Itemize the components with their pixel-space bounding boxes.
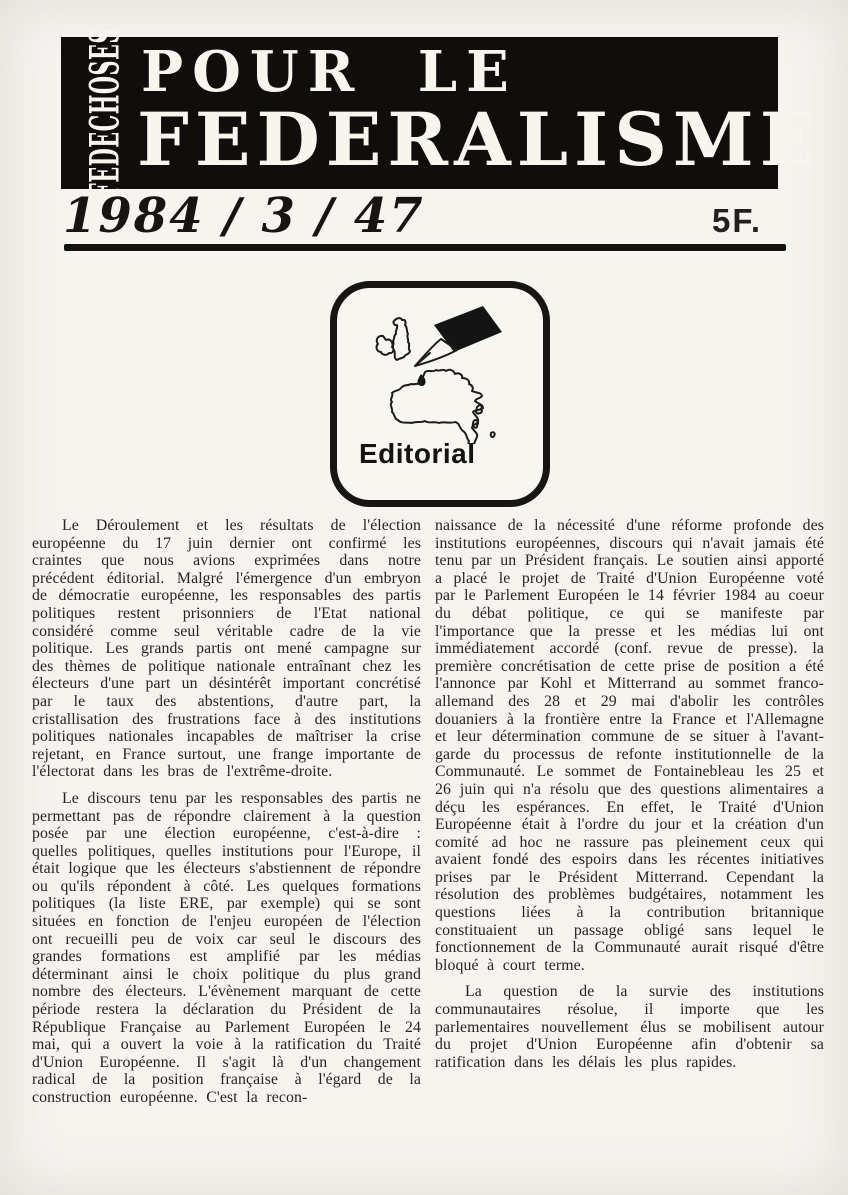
masthead-title-line2: FEDERALISME bbox=[137, 97, 822, 183]
editorial-label: Editorial bbox=[359, 438, 476, 469]
divider-rule bbox=[64, 244, 786, 251]
left-column bbox=[32, 517, 421, 1116]
paragraph: Le discours tenu par les responsables des partis ne permettant pas de répondre clairement à la question posée par une élection européenne, c'est-à-dire : quelles politiques, quelles institutions pour l'Europe, il était logique que les électeurs s'abstiennent de répondre ou qu'ils répondent à côté. Les quelques formations politiques (la liste ERE, par exemple) qui se sont situées en fonction de l'enjeu européen de l'élection ont recueilli peu de voix car seul le discours des grandes formations est amplifié par les médias déterminant ainsi le choix politique du plus grand nombre des électeurs. L'évènement marquant de cette période restera la déclaration du Président de la République Française au Parlement Européen le 24 mai, qui a ouvert la voie à la ratification du Traité d'Union Européenne. Il s'agit là d'un changement radical de la position française à l'égard de la construction européenne. C'est la recon- bbox=[32, 789, 421, 1106]
masthead-title-line1: POUR LE bbox=[141, 39, 518, 105]
issue-number: 1984 / 3 / 47 bbox=[63, 188, 425, 244]
editorial-badge bbox=[330, 281, 550, 507]
editorial-article bbox=[32, 517, 824, 1116]
masthead-side-label: FEDECHOSES bbox=[81, 28, 129, 198]
masthead bbox=[61, 28, 822, 198]
paragraph: naissance de la nécessité d'une réforme profonde des institutions européennes, discours qui n'avait jamais été tenu par un Président français. Le soutien ainsi apporté a placé le projet de Traité d'Union Européenne voté par le Parlement Européen le 14 février 1984 au coeur du débat politique, ce qui se manifeste par l'importance que la presse et les médias lui ont immédiatement accordé (conf. revue de presse). la première concrétisation de cette prise de position a été l'annonce par Kohl et Mitterrand au sommet franco-allemand des 28 et 29 mai d'abolir les contrôles douaniers à la frontière entre la France et l'Allemagne et leur détermination commune de se situer à l'avant-garde du processus de refonte institutionnelle de la Communauté. Le sommet de Fontainebleau les 25 et 26 juin qui n'a résolu que des questions alimentaires a déçu les espérances. En effet, le Traité d'Union Européenne était à l'ordre du jour et la création d'un comité ad hoc ne rassure pas pleinement ceux qui avaient fondé des espoirs dans les récentes initiatives prises par le Président Mitterrand. Cependant la résolution des problèmes budgétaires, notamment les questions liées à la contribution britannique constituaient un passage obligé sans lequel le fonctionnement de la Communauté aurait risqué d'être bloqué à court terme. bbox=[435, 517, 824, 974]
issue-price: 5F. bbox=[712, 202, 763, 239]
paragraph: La question de la survie des institutions communautaires résolue, il importe que les parlementaires nouvellement élus se mobilisent autour du projet d'Union Européenne afin d'obtenir sa ratification dans les délais les plus rapides. bbox=[435, 983, 824, 1071]
right-column bbox=[435, 517, 824, 1116]
europe-map-pen-icon bbox=[337, 294, 529, 444]
paragraph: Le Déroulement et les résultats de l'élection européenne du 17 juin dernier ont confirmé les craintes que nous avions exprimées dans notre précédent éditorial. Malgré l'émergence d'un embryon de démocratie européenne, les responsables des partis politiques restent prisonniers de l'Etat national considéré comme seul véritable cadre de la vie politique. Les grands partis ont mené campagne sur des thèmes de politique nationale entraînant chez les électeurs d'une part un désintérêt important concrétisé par le taux des abstentions, d'autre part, la cristallisation des frustrations face à des institutions politiques nationales incapables de maîtriser la crise rejetant, en France surtout, une frange importante de l'électorat dans les bras de l'extrême-droite. bbox=[32, 517, 421, 781]
